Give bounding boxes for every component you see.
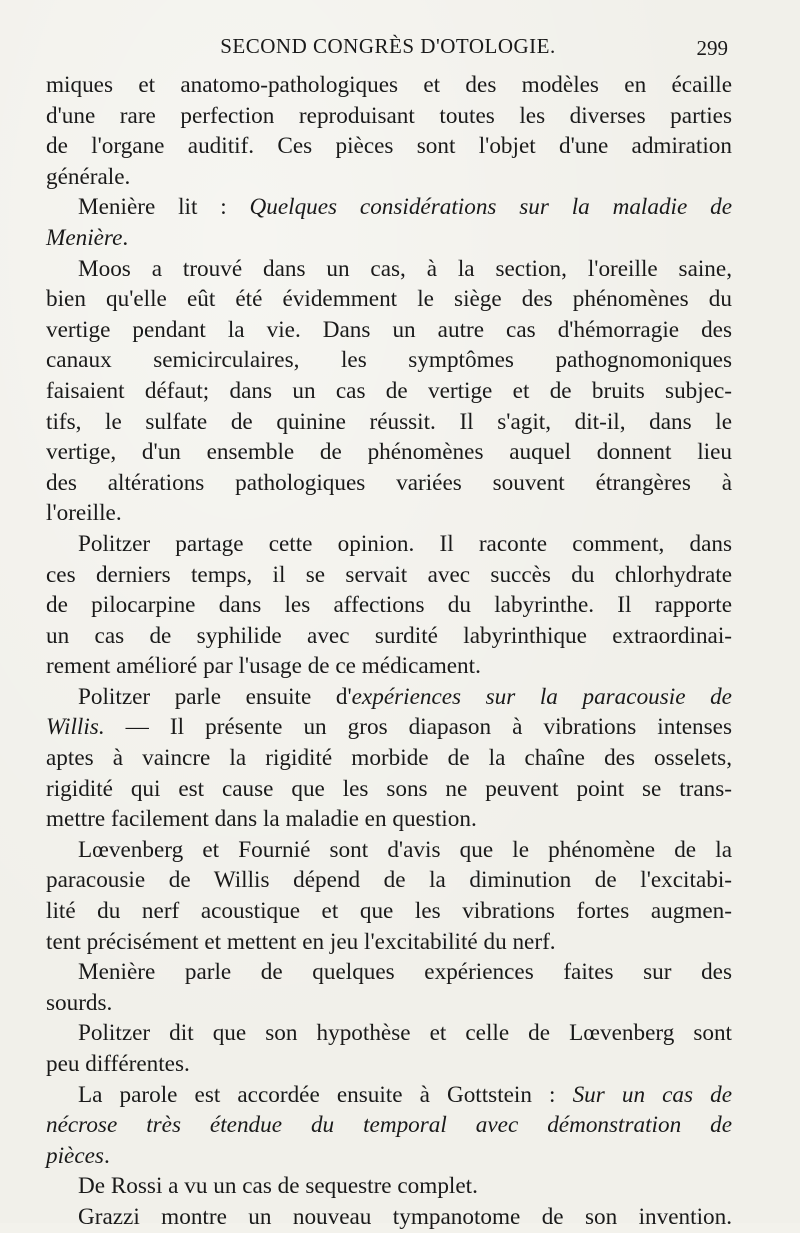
text-line	[46, 70, 732, 101]
text-line	[46, 896, 732, 927]
text-run: ces derniers temps, il se servait avec succès du chlorhydrate	[46, 561, 732, 588]
text-line	[46, 835, 732, 866]
text-run: Menière lit :	[78, 194, 250, 221]
text-line	[46, 927, 732, 958]
text-run: Lœvenberg et Fournié sont d'avis que le phénomène de la	[78, 836, 732, 863]
text-line	[46, 774, 732, 805]
text-line	[46, 1171, 732, 1202]
text-line	[46, 590, 732, 621]
text-line	[46, 621, 732, 652]
text-run: tent précisément et mettent en jeu l'excitabilité du nerf.	[46, 928, 556, 955]
running-title: SECOND CONGRÈS D'OTOLOGIE.	[220, 34, 556, 58]
text-run: tifs, le sulfate de quinine réussit. Il s'agit, dit-il, dans le	[46, 408, 732, 435]
text-line	[46, 1110, 732, 1141]
text-run: mettre facilement dans la maladie en question.	[46, 806, 477, 833]
text-run: d'une rare perfection reproduisant toutes les diverses parties	[46, 102, 732, 129]
text-run: bien qu'elle eût été évidemment le siège des phénomènes du	[46, 286, 732, 313]
text-run: faisaient défaut; dans un cas de vertige et de bruits subjec-	[46, 377, 732, 404]
text-run: La parole est accordée ensuite à Gottstein :	[78, 1081, 573, 1108]
page-header	[48, 34, 728, 64]
text-run: rement amélioré par l'usage de ce médicament.	[46, 653, 481, 680]
text-line	[46, 682, 732, 713]
text-line	[46, 284, 732, 315]
text-run: .	[122, 224, 129, 251]
italic-run: Quelques considérations sur la maladie de	[249, 194, 732, 221]
text-line	[46, 376, 732, 407]
text-line	[46, 957, 732, 988]
text-line	[46, 651, 732, 682]
text-line	[46, 254, 732, 285]
text-run: des altérations pathologiques variées souvent étrangères à	[46, 469, 732, 496]
text-run: vertige pendant la vie. Dans un autre cas d'hémorragie des	[46, 316, 732, 343]
text-run: — Il présente un gros diapason à vibrations intenses	[104, 714, 732, 741]
text-run: vertige, d'un ensemble de phénomènes auquel donnent lieu	[46, 439, 732, 466]
text-line	[46, 1049, 732, 1080]
text-line	[46, 560, 732, 591]
text-run: Grazzi montre un nouveau tympanotome de son invention.	[78, 1203, 732, 1230]
text-line	[46, 1080, 732, 1111]
page-number: 299	[696, 36, 728, 60]
text-run: de l'organe auditif. Ces pièces sont l'objet d'une admiration	[46, 133, 732, 160]
italic-run: pièces	[46, 1142, 104, 1169]
text-run: Moos a trouvé dans un cas, à la section, l'oreille saine,	[78, 255, 732, 282]
italic-run: Sur un cas de	[572, 1081, 732, 1108]
text-line	[46, 1018, 732, 1049]
text-line	[46, 1141, 732, 1172]
text-line	[46, 223, 732, 254]
text-run: sourds.	[46, 989, 113, 1016]
text-run: de pilocarpine dans les affections du labyrinthe. Il rapporte	[46, 592, 732, 619]
text-run: peu différentes.	[46, 1051, 190, 1077]
text-line	[46, 437, 732, 468]
text-line	[46, 988, 732, 1019]
italic-run: nécrose très étendue du temporal avec démonstration de	[46, 1112, 732, 1139]
text-run: lité du nerf acoustique et que les vibrations fortes augmen-	[46, 898, 732, 925]
text-run: canaux semicirculaires, les symptômes pathognomoniques	[46, 347, 732, 374]
text-line	[46, 315, 732, 346]
text-run: miques et anatomo-pathologiques et des modèles en écaille	[46, 72, 732, 98]
italic-run: expériences sur la paracousie de	[351, 683, 732, 710]
text-line	[46, 345, 732, 376]
text-line	[46, 162, 732, 193]
text-run: un cas de syphilide avec surdité labyrinthique extraordinai-	[46, 622, 732, 649]
text-line	[46, 498, 732, 529]
text-run: Menière parle de quelques expériences faites sur des	[78, 959, 732, 986]
text-run: De Rossi a vu un cas de sequestre complet.	[78, 1173, 478, 1200]
body-text	[46, 70, 732, 1233]
text-run: .	[103, 1142, 110, 1169]
text-line	[46, 407, 732, 438]
text-run: aptes à vaincre la rigidité morbide de la chaîne des osselets,	[46, 745, 732, 772]
text-run: générale.	[46, 163, 131, 190]
italic-run: Menière	[46, 224, 123, 251]
text-run: paracousie de Willis dépend de la diminution de l'excitabi-	[46, 867, 732, 894]
text-line	[46, 743, 732, 774]
text-line	[46, 131, 732, 162]
text-run: Politzer parle ensuite d'	[78, 683, 352, 710]
text-run: rigidité qui est cause que les sons ne peuvent point se trans-	[46, 775, 732, 802]
text-line	[46, 1202, 732, 1233]
text-line	[46, 468, 732, 499]
text-line	[46, 192, 732, 223]
text-line	[46, 529, 732, 560]
text-run: Politzer partage cette opinion. Il raconte comment, dans	[78, 530, 732, 557]
text-run: l'oreille.	[46, 500, 122, 527]
italic-run: Willis.	[46, 714, 105, 741]
text-run: Politzer dit que son hypothèse et celle de Lœvenberg sont	[78, 1020, 732, 1047]
text-line	[46, 865, 732, 896]
text-line	[46, 804, 732, 835]
text-line	[46, 101, 732, 132]
text-line	[46, 712, 732, 743]
